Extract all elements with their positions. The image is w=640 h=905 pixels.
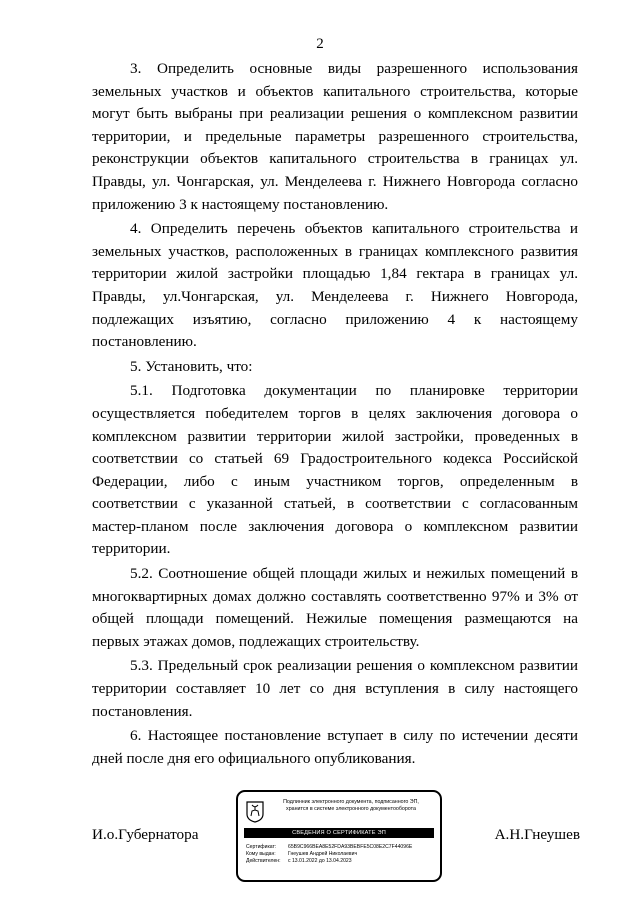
electronic-signature-stamp xyxy=(236,790,442,882)
stamp-details xyxy=(246,844,438,866)
stamp-header-line1: Подлинник электронного документа, подписанного ЭП, xyxy=(283,799,419,805)
page-number: 2 xyxy=(316,36,324,52)
paragraph-5-1: 5.1. Подготовка документации по планировке территории осуществляется победителем торгов в целях заключения договора о комплексном развитии территории жилой застройки, проведенных в соответствии со статьей 69 Градостроительного кодекса Российской Федерации, либо с иным участником торгов, определенным в соответствии с указанной статьей, в соответствии с согласованным мастер-планом после заключения договора о комплексном развитии территории. xyxy=(92,382,578,558)
paragraph-5-3: 5.3. Предельный срок реализации решения о комплексном развитии территории составляет 10 лет со дня вступления в силу настоящего постановления. xyxy=(92,657,578,720)
signatory-position: И.о.Губернатора xyxy=(92,826,199,843)
paragraph-5: 5. Установить, что: xyxy=(130,357,253,375)
paragraph-5-2: 5.2. Соотношение общей площади жилых и нежилых помещений в многоквартирных домах должно составлять соответственно 97% и 3% от общей площади помещений. Нежилые помещения размещаются на первых этажах домов, подлежащих строительству. xyxy=(92,565,578,650)
validity-label: Действителен: xyxy=(246,858,281,865)
validity-value: с 13.01.2022 до 13.04.2023 xyxy=(288,858,352,865)
stamp-header-line2: хранится в системе электронного документооборота xyxy=(286,806,416,812)
owner-label: Кому выдан: xyxy=(246,851,276,858)
paragraph-4: 4. Определить перечень объектов капитального строительства и земельных участков, расположенных в границах комплексного развития территории жилой застройки площадью 1,84 гектара в границах ул. Правды, ул.Чонгарская, ул. Менделеева г. Нижнего Новгорода, подлежащих изъятию, согласно приложению 4 к настоящему постановлению. xyxy=(92,220,578,351)
stamp-title: СВЕДЕНИЯ О СЕРТИФИКАТЕ ЭП xyxy=(244,828,434,838)
deer-coat-of-arms-icon xyxy=(246,801,264,823)
signatory-name: А.Н.Гнеушев xyxy=(494,826,580,843)
paragraph-3: 3. Определить основные виды разрешенного использования земельных участков и объектов капитального строительства, которые могут быть выбраны при реализации решения о комплексном развитии территории, и предельные параметры разрешенного строительства, реконструкции объектов капитального строительства в границах ул. Правды, ул. Чонгарская, ул. Менделеева г. Нижнего Новгорода согласно приложению 3 к настоящему постановлению. xyxy=(92,60,578,213)
document-body xyxy=(92,58,578,772)
owner-value: Гнеушев Андрей Николаевич xyxy=(288,851,358,858)
certificate-value: 65B9C966BEA8E52FDA93BEBFE5C08E2C7F44096E xyxy=(288,844,413,850)
stamp-header xyxy=(266,799,436,813)
certificate-label: Сертификат: xyxy=(246,844,277,850)
validity-row xyxy=(246,858,438,865)
paragraph-6: 6. Настоящее постановление вступает в силу по истечении десяти дней после дня его официального опубликования. xyxy=(92,727,578,767)
